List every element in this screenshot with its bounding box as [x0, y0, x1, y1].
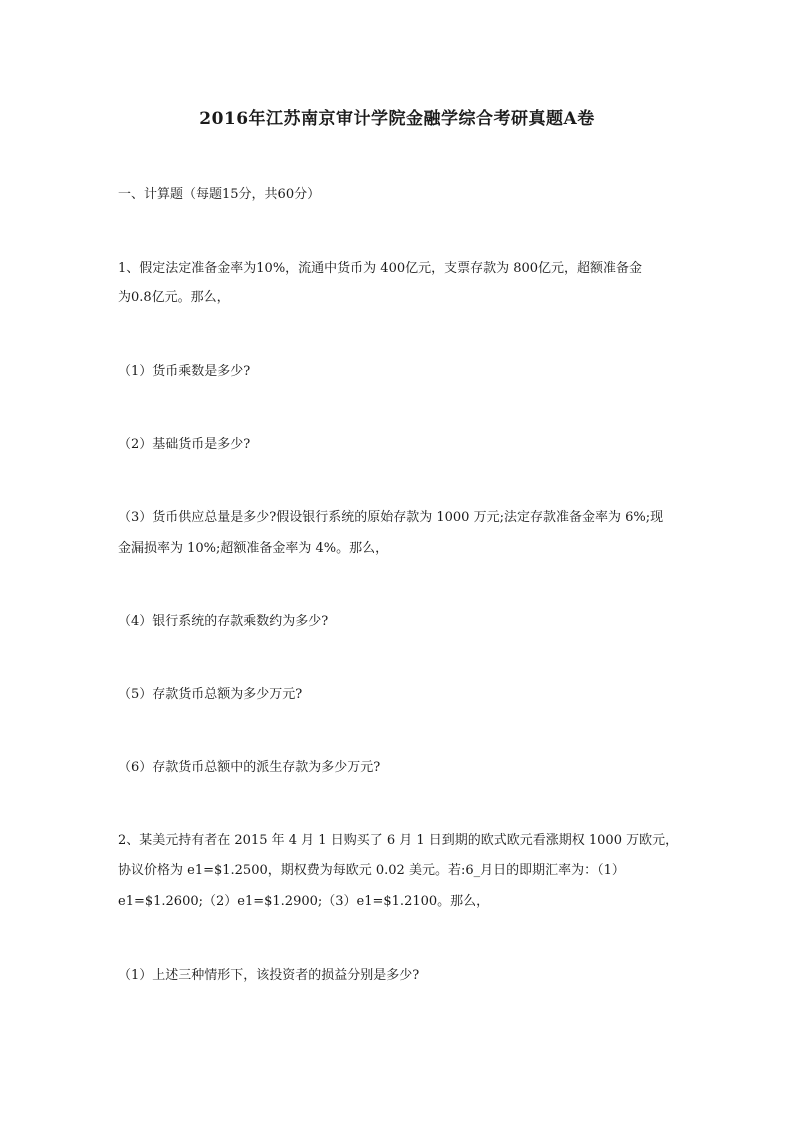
question-2-line-1: 2、某美元持有者在 2015 年 4 月 1 日购买了 6 月 1 日到期的欧式欧元看涨期权 1000 万欧元， [118, 833, 679, 848]
question-2-line-3: e1=$1.2600;（2）e1=$1.2900;（3）e1=$1.2100。那么， [118, 894, 490, 909]
section-heading: 一、计算题（每题15分，共60分） [118, 187, 321, 202]
question-1-sub-3-line-1: （3）货币供应总量是多少?假设银行系统的原始存款为 1000 万元;法定存款准备金率为 6%;现 [118, 510, 664, 525]
page-title: 2016年江苏南京审计学院金融学综合考研真题A卷 [199, 109, 595, 129]
question-1-sub-2: （2）基础货币是多少? [118, 437, 251, 452]
question-1-line-1: 1、假定法定准备金率为10%，流通中货币为 400亿元，支票存款为 800亿元，超额准备金 [118, 261, 643, 276]
question-2-line-2: 协议价格为 e1=$1.2500，期权费为每欧元 0.02 美元。若:6_月日的即期汇率为：（1） [118, 863, 625, 878]
question-2-sub-1: （1）上述三种情形下，该投资者的损益分别是多少? [118, 968, 420, 983]
question-1-sub-6: （6）存款货币总额中的派生存款为多少万元? [118, 760, 381, 775]
question-1-line-2: 为0.8亿元。那么， [118, 290, 230, 305]
question-1-sub-5: （5）存款货币总额为多少万元? [118, 687, 303, 702]
question-1-sub-1: （1）货币乘数是多少? [118, 364, 251, 379]
question-1-sub-3-line-2: 金漏损率为 10%;超额准备金率为 4%。那么， [118, 541, 389, 556]
question-1-sub-4: （4）银行系统的存款乘数约为多少? [118, 614, 329, 629]
